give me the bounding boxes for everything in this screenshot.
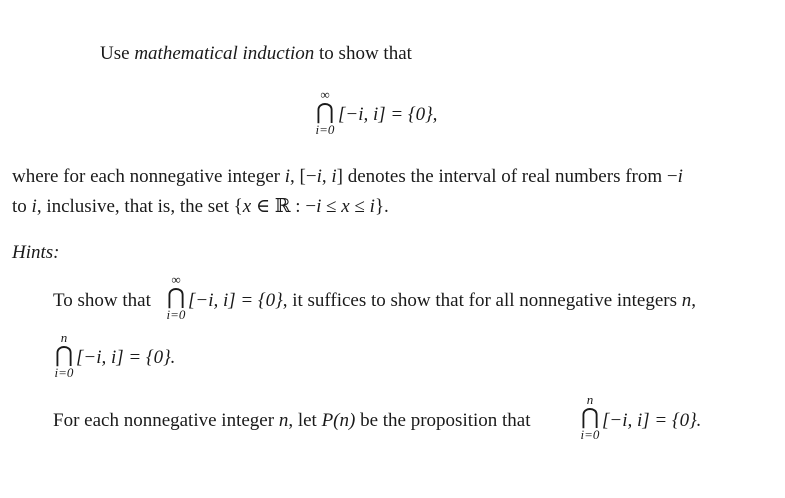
where-text: ∈ ℝ : − — [251, 196, 317, 217]
hints-label: Hints: — [12, 242, 60, 263]
hint1-intersection — [164, 273, 188, 321]
hint2-line — [53, 410, 531, 432]
intro-line — [100, 43, 412, 65]
var-x: x — [242, 196, 252, 217]
where-text: , — [321, 166, 332, 187]
hint2-text: be the proposition that — [355, 410, 531, 431]
display-upper-limit: ∞ — [320, 87, 330, 102]
var-i: i — [316, 196, 322, 217]
intro-emphasis: mathematical induction — [134, 43, 315, 64]
where-text: ≤ — [349, 196, 370, 217]
hint2-upper-limit: n — [586, 392, 594, 407]
hint1-lead: To show that — [53, 290, 151, 311]
where-text: , [− — [290, 166, 317, 187]
display-lower-limit: i=0 — [315, 122, 335, 137]
var-P: P — [321, 410, 334, 431]
where-line-1 — [12, 166, 683, 188]
hint1-body-line — [188, 290, 696, 312]
where-text: ≤ — [321, 196, 342, 217]
hint1-trail: , it suffices to show that for all nonnegative integers — [282, 290, 682, 311]
intersection-symbol: ⋂ — [315, 99, 335, 124]
var-n: n — [278, 410, 289, 431]
intersection-symbol: ⋂ — [166, 284, 186, 309]
intro-lead: Use — [100, 43, 135, 64]
hint1-body: [−i, i] = {0} — [188, 290, 283, 311]
hint2-intersection — [578, 393, 602, 441]
where-text: ] denotes the interval of real numbers from − — [336, 166, 678, 187]
hint1-lower-limit-2: i=0 — [54, 365, 74, 380]
where-text: }. — [374, 196, 389, 217]
hint1-upper-limit-2: n — [60, 330, 68, 345]
display-intersection — [313, 88, 337, 136]
hint2-lower-limit: i=0 — [580, 427, 600, 442]
display-equation-body: [−i, i] = {0}, — [338, 104, 438, 125]
var-i: i — [31, 196, 37, 217]
hint2-body: [−i, i] = {0}. — [602, 410, 702, 431]
var-n: n — [681, 290, 692, 311]
hint1-body-2: [−i, i] = {0}. — [76, 347, 176, 368]
var-i: i — [316, 166, 322, 187]
intersection-symbol: ⋂ — [54, 342, 74, 367]
var-i: i — [284, 166, 291, 187]
hint1-lower-limit: i=0 — [166, 307, 186, 322]
var-i: i — [369, 196, 375, 217]
var-x: x — [341, 196, 350, 217]
where-text: , inclusive, that is, the set { — [36, 196, 243, 217]
hint1-upper-limit: ∞ — [171, 272, 181, 287]
where-text: where for each nonnegative integer — [12, 166, 285, 187]
where-text: to — [12, 196, 32, 217]
intro-trail: to show that — [314, 43, 412, 64]
hint2-text: For each nonnegative integer — [53, 410, 279, 431]
where-line-2 — [12, 196, 389, 218]
hint1-trail: , — [691, 290, 697, 311]
hint2-text: , let — [288, 410, 322, 431]
var-pn: (n) — [333, 410, 356, 431]
var-i: i — [331, 166, 337, 187]
intersection-symbol: ⋂ — [580, 404, 600, 429]
var-i: i — [677, 166, 683, 187]
hint1-intersection-2 — [52, 331, 76, 379]
